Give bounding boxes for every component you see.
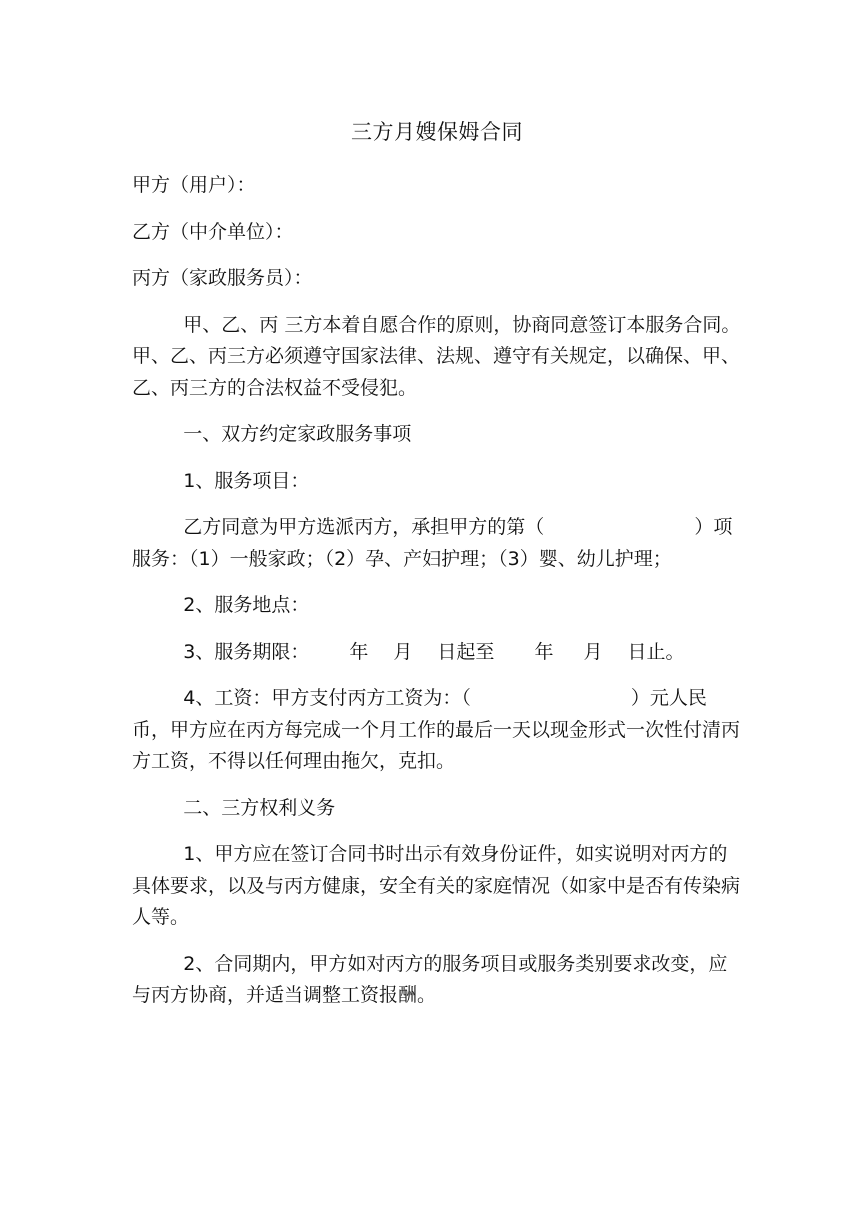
wage-text-a: 4、工资：甲方支付丙方工资为：（ (183, 687, 471, 709)
start-year: 年 (349, 640, 369, 663)
end-day: 日止。 (627, 640, 685, 663)
service-period-line (132, 637, 742, 669)
service-items-text-a: 乙方同意为甲方选派丙方，承担甲方的第（ (183, 516, 545, 538)
document-content (132, 114, 742, 1027)
document-title: 三方月嫂保姆合同 (351, 120, 523, 144)
section2-item2: 2、合同期内，甲方如对丙方的服务项目或服务类别要求改变，应与丙方协商，并适当调整工资报酬。 (132, 952, 728, 1006)
service-period-label: 3、服务期限： (183, 640, 310, 663)
wage-text-b: ）元人民币，甲方应在丙方每完成一个月工作的最后一天以现金形式一次性付清丙方工资，不得以任何理由拖欠，克扣。 (132, 687, 741, 772)
wage-paragraph (132, 683, 742, 778)
service-items-label: 1、服务项目： (183, 469, 310, 492)
party-c-line: 丙方（家政服务员）： (132, 267, 313, 289)
service-items-text-b: ）项服务：（1）一般家政；（2）孕、产妇护理；（3）婴、幼儿护理； (132, 516, 733, 570)
section2-heading: 二、三方权利义务 (183, 796, 336, 819)
service-items-paragraph (132, 512, 742, 575)
start-month: 月 (393, 640, 413, 663)
party-b-line: 乙方（中介单位）： (132, 220, 294, 243)
end-year: 年 (534, 640, 554, 663)
intro-paragraph: 甲、乙、丙 三方本着自愿合作的原则，协商同意签订本服务合同。甲、乙、丙三方必须遵守国家法律、法规、遵守有关规定，以确保、甲、乙、丙三方的合法权益不受侵犯。 (132, 313, 741, 399)
start-day: 日起至 (437, 640, 495, 663)
party-a-line: 甲方（用户）： (132, 174, 256, 196)
section1-heading: 一、双方约定家政服务事项 (183, 423, 412, 445)
section2-item1: 1、甲方应在签订合同书时出示有效身份证件，如实说明对丙方的具体要求，以及与丙方健康，安全有关的家庭情况（如家中是否有传染病人等。 (132, 843, 741, 928)
service-location-label: 2、服务地点： (183, 594, 310, 616)
end-month: 月 (583, 640, 603, 663)
